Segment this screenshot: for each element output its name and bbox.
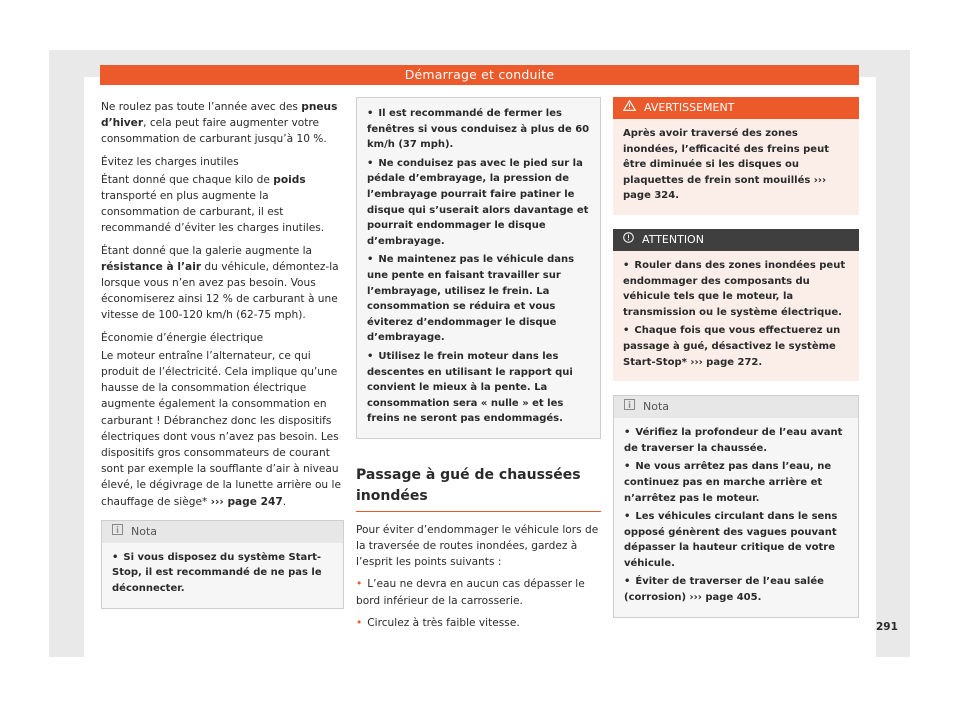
attention-item: • Rouler dans des zones inondées peut endommager des composants du véhicule tels que le moteur, la transmission ou le système électrique. xyxy=(623,258,849,320)
page-ref-link[interactable]: ››› page 272 xyxy=(690,356,759,368)
info-square-icon xyxy=(112,521,123,543)
paragraph-weight: Étant donné que chaque kilo de poids transporté en plus augmente la consommation de carburant, il est recommandé d’éviter les charges inutiles. xyxy=(101,173,325,235)
nota-item: • Éviter de traverser de l’eau salée (corrosion) ››› page 405. xyxy=(624,574,848,605)
column-2 xyxy=(356,97,601,637)
tip-item: • Ne conduisez pas avec le pied sur la pédale d’embrayage, la pression de l’embrayage pourrait faire patiner le disque qui s’userait alors davantage et pourrait endommager le disque d’embrayage. xyxy=(367,156,590,250)
nota-header: Nota xyxy=(102,521,343,543)
column-3 xyxy=(613,97,859,618)
attention-box xyxy=(613,229,859,381)
nota-body xyxy=(614,418,858,617)
nota-item: • Les véhicules circulant dans le sens opposé génèrent des vagues pouvant dépasser la hauteur critique de votre véhicule. xyxy=(624,509,848,571)
warning-triangle-icon xyxy=(623,97,636,119)
tip-item: • Il est recommandé de fermer les fenêtres si vous conduisez à plus de 60 km/h (37 mph). xyxy=(367,106,590,153)
nota-box-1 xyxy=(101,520,344,609)
attention-item: • Chaque fois que vous effectuerez un passage à gué, désactivez le système Start-Stop* ››› page 272. xyxy=(623,323,849,370)
page-number: 291 xyxy=(876,621,898,633)
nota-body xyxy=(102,543,343,608)
list-item: • Circulez à très faible vitesse. xyxy=(356,615,601,631)
attention-header: ATTENTION xyxy=(613,229,859,251)
warning-header: AVERTISSEMENT xyxy=(613,97,859,119)
page-ref-link[interactable]: ››› page 324 xyxy=(623,174,827,202)
paragraph-roof-rack: Étant donné que la galerie augmente la résistance à l’air du véhicule, démontez-la lorsque vous n’en avez pas besoin. Vous économiserez ainsi 12 % de carburant à une vitesse de 100-120 km/h (62-75 mph). xyxy=(101,244,339,322)
page-ref-link[interactable]: ››› page 247 xyxy=(210,495,283,508)
attention-body xyxy=(613,251,859,381)
column-1 xyxy=(101,99,344,609)
chapter-header: Démarrage et conduite xyxy=(100,65,859,85)
nota-header: Nota xyxy=(614,396,858,418)
page-ref-link[interactable]: ››› page 405 xyxy=(689,592,758,604)
tip-item: • Utilisez le frein moteur dans les descentes en utilisant le rapport qui convient le mieux à la pente. La consommation sera « nulle » et les freins ne seront pas endommagés. xyxy=(367,349,590,427)
nota-item: • Ne vous arrêtez pas dans l’eau, ne continuez pas en marche arrière et n’arrêtez pas le moteur. xyxy=(624,459,848,506)
list-item: • L’eau ne devra en aucun cas dépasser le bord inférieur de la carrosserie. xyxy=(356,576,601,608)
section-title: Passage à gué de chaussées inondées xyxy=(356,465,601,512)
nota-item: • Si vous disposez du système Start-Stop, il est recommandé de ne pas le déconnecter. xyxy=(112,550,333,597)
warning-text: Après avoir traversé des zones inondées, l’efficacité des freins peut être diminuée si les disques ou plaquettes de frein sont mouillés ››› page 324. xyxy=(623,128,829,202)
paragraph-intro: Pour éviter d’endommager le véhicule lors de la traversée de routes inondées, gardez à l’esprit les points suivants : xyxy=(356,523,599,569)
subheading-electric: Économie d’énergie électrique xyxy=(101,331,264,344)
subheading-charges: Évitez les charges inutiles xyxy=(101,155,239,168)
paragraph-winter-tyres: Ne roulez pas toute l’année avec des pneus d’hiver, cela peut faire augmenter votre consommation de carburant jusqu’à 10 %. xyxy=(101,101,338,146)
info-square-icon xyxy=(624,396,635,418)
tips-box xyxy=(356,97,601,439)
warning-box xyxy=(613,97,859,215)
tips-body xyxy=(357,98,600,438)
tip-item: • Ne maintenez pas le véhicule dans une pente en faisant travailler sur l’embrayage, utilisez le frein. La consommation se réduira et vous éviterez d’endommager le disque d’embrayage. xyxy=(367,252,590,346)
info-circle-icon xyxy=(623,229,634,251)
nota-item: • Vérifiez la profondeur de l’eau avant de traverser la chaussée. xyxy=(624,425,848,456)
nota-box-2 xyxy=(613,395,859,618)
paragraph-alternator: Le moteur entraîne l’alternateur, ce qui produit de l’électricité. Cela implique qu’une hausse de la consommation électrique augmente également la consommation en carburant ! Débranchez donc les dispositifs électriques dont vous n’avez pas besoin. Les dispositifs gros consommateurs de courant sont par exemple la soufflante d’air à niveau élevé, le dégivrage de la lunette arrière ou le chauffage de siège* ››› page 247. xyxy=(101,349,341,508)
warning-body xyxy=(613,119,859,215)
